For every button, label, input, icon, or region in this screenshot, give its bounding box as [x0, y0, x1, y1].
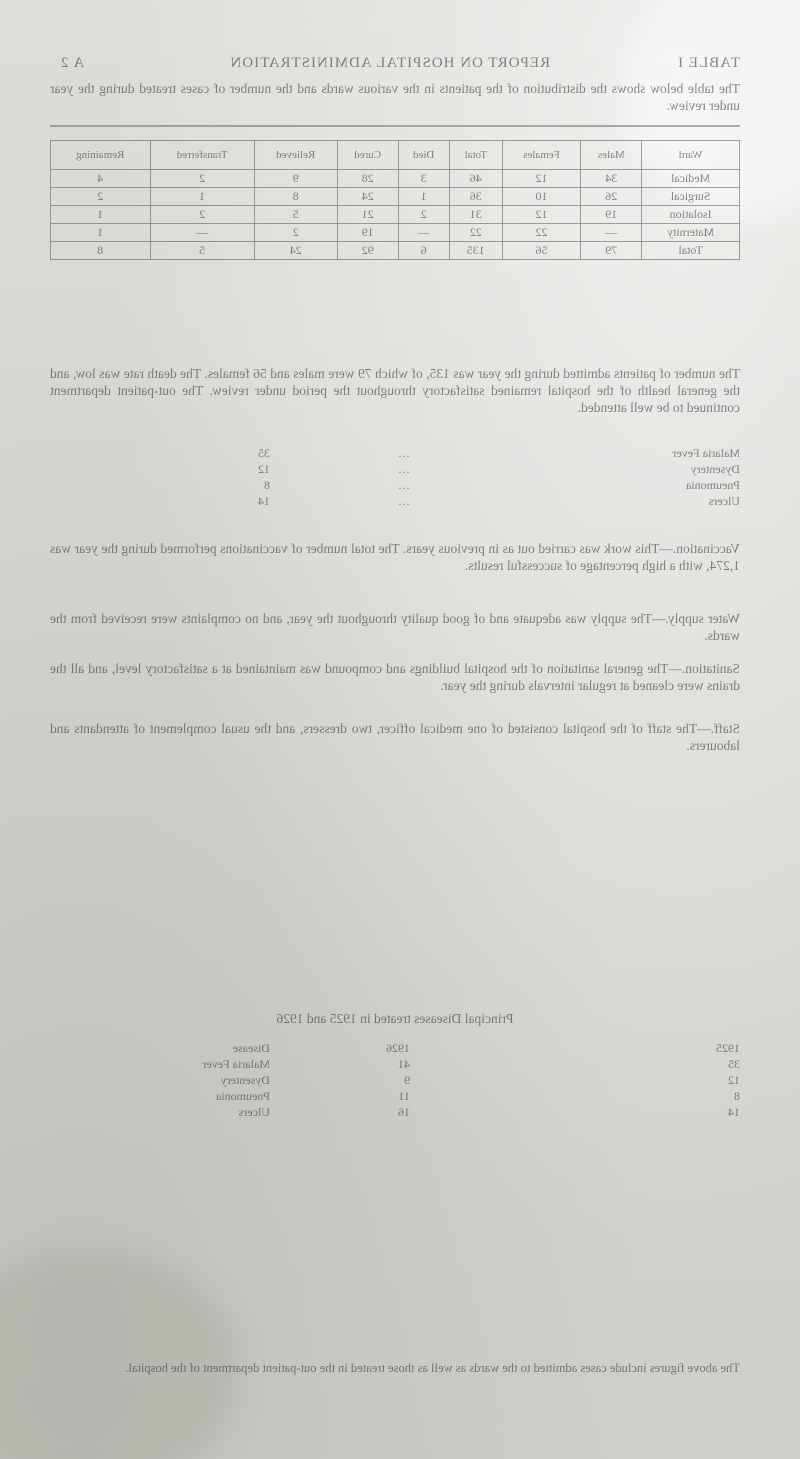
- list-cell: Malaria Fever: [202, 1057, 270, 1071]
- table-cell: 10: [502, 188, 581, 206]
- paragraph-admissions: The number of patients admitted during the year was 135, of which 79 were males and 56 females. The death rate was low, and the general health of the hospital remained satisfactory throughout the period under review. The out-patient department continued to be well attended.: [50, 366, 740, 415]
- list-cell: Malaria Fever: [672, 446, 740, 460]
- list-cell: 16: [398, 1105, 410, 1119]
- list-cell: 1926: [386, 1041, 410, 1055]
- subtable-title: Principal Diseases treated in 1925 and 1926: [276, 1011, 514, 1026]
- list-cell: Dysentery: [220, 1073, 270, 1087]
- table-cell: 1: [150, 188, 254, 206]
- list-item: [50, 461, 740, 477]
- table-cell: —: [398, 224, 449, 242]
- list-cell: …: [398, 446, 410, 460]
- header-left: TABLE I: [677, 55, 740, 71]
- paragraph-staff: Staff.—The staff of the hospital consisted of one medical officer, two dressers, and the usual complement of attendants and labourers.: [50, 721, 740, 753]
- table-cell: Medical: [642, 170, 740, 188]
- list-cell: …: [398, 462, 410, 476]
- list-cell: Ulcers: [708, 494, 740, 508]
- list-cell: 12: [258, 462, 270, 476]
- table-cell: 19: [337, 224, 398, 242]
- table-cell: 5: [150, 242, 254, 260]
- list-cell: 35: [258, 446, 270, 460]
- list-cell: 11: [398, 1089, 410, 1103]
- column-header: Ward: [642, 141, 740, 170]
- footnote: The above figures include cases admitted to the wards as well as those treated in the out-patient department of the hospital.: [125, 1361, 740, 1375]
- table-cell: 92: [337, 242, 398, 260]
- table-cell: 1: [398, 188, 449, 206]
- list-cell: Pneumonia: [686, 478, 740, 492]
- list-item: [50, 1040, 740, 1056]
- paragraph-water: Water supply.—The supply was adequate and of good quality throughout the year, and no complaints were received from the wards.: [50, 611, 740, 643]
- table-cell: 8: [51, 242, 151, 260]
- list-item: [50, 1056, 740, 1072]
- table-header-row: [51, 141, 740, 170]
- table-cell: 5: [254, 206, 337, 224]
- table-cell: 1: [51, 206, 151, 224]
- table-cell: 24: [337, 188, 398, 206]
- list-item: [50, 1104, 740, 1120]
- column-header: Relieved: [254, 141, 337, 170]
- list-item: [50, 493, 740, 509]
- list-cell: 8: [264, 478, 270, 492]
- table-cell: Maternity: [642, 224, 740, 242]
- table-cell: 19: [581, 206, 642, 224]
- table-cell: Surgical: [642, 188, 740, 206]
- list-cell: Disease: [232, 1041, 270, 1055]
- list-item: [50, 1072, 740, 1088]
- header-title: REPORT ON HOSPITAL ADMINISTRATION: [229, 55, 550, 71]
- disease-list: [50, 445, 740, 509]
- column-header: Total: [449, 141, 502, 170]
- table-body: [51, 170, 740, 260]
- table-row: [51, 170, 740, 188]
- table-cell: 28: [337, 170, 398, 188]
- column-header: Remaining: [51, 141, 151, 170]
- table-cell: 21: [337, 206, 398, 224]
- list-cell: Ulcers: [238, 1105, 270, 1119]
- table-cell: 12: [502, 170, 581, 188]
- column-header: Cured: [337, 141, 398, 170]
- table-row: [51, 242, 740, 260]
- column-header: Died: [398, 141, 449, 170]
- table-cell: 2: [254, 224, 337, 242]
- list-cell: Pneumonia: [216, 1089, 270, 1103]
- column-header: Transferred: [150, 141, 254, 170]
- list-item: [50, 477, 740, 493]
- table-cell: —: [150, 224, 254, 242]
- table-row: [51, 224, 740, 242]
- list-cell: …: [398, 478, 410, 492]
- table-cell: 36: [449, 188, 502, 206]
- table-cell: 2: [150, 170, 254, 188]
- table-cell: 31: [449, 206, 502, 224]
- list-cell: …: [398, 494, 410, 508]
- rule: [50, 125, 740, 127]
- list-cell: 35: [728, 1057, 740, 1071]
- list-cell: 14: [728, 1105, 740, 1119]
- table-cell: 1: [51, 224, 151, 242]
- table-cell: 6: [398, 242, 449, 260]
- list-cell: 41: [398, 1057, 410, 1071]
- paragraph-sanitation: Sanitation.—The general sanitation of the hospital buildings and compound was maintained at a satisfactory level, and all the drains were cleaned at regular intervals during the year.: [50, 661, 740, 693]
- table-cell: 8: [254, 188, 337, 206]
- list-cell: 14: [258, 494, 270, 508]
- paragraph-vaccination: Vaccination.—This work was carried out as in previous years. The total number of vaccinations performed during the year was 1,274, with a high percentage of successful results.: [50, 541, 740, 573]
- table-cell: —: [581, 224, 642, 242]
- table-cell: 46: [449, 170, 502, 188]
- table-row: [51, 206, 740, 224]
- table-cell: 4: [51, 170, 151, 188]
- table-cell: 56: [502, 242, 581, 260]
- table-cell: 9: [254, 170, 337, 188]
- header-page-number: A 2: [60, 55, 85, 71]
- table-cell: Total: [642, 242, 740, 260]
- table-cell: 2: [150, 206, 254, 224]
- table-cell: 24: [254, 242, 337, 260]
- table-cell: 22: [502, 224, 581, 242]
- intro-paragraph: The table below shows the distribution of the patients in the various wards and the number of cases treated during the year under review.: [50, 81, 740, 113]
- list-cell: 8: [734, 1089, 740, 1103]
- list-cell: Dysentery: [690, 462, 740, 476]
- list-item: [50, 445, 740, 461]
- disease-comparison-table: [50, 1040, 740, 1120]
- list-cell: 1925: [716, 1041, 740, 1055]
- table-cell: 26: [581, 188, 642, 206]
- column-header: Males: [581, 141, 642, 170]
- table-cell: Isolation: [642, 206, 740, 224]
- table-row: [51, 188, 740, 206]
- table-cell: 34: [581, 170, 642, 188]
- table-cell: 135: [449, 242, 502, 260]
- table-cell: 2: [51, 188, 151, 206]
- table-cell: 79: [581, 242, 642, 260]
- table-cell: 22: [449, 224, 502, 242]
- table-cell: 3: [398, 170, 449, 188]
- column-header: Females: [502, 141, 581, 170]
- ward-table: [50, 140, 740, 260]
- list-cell: 9: [404, 1073, 410, 1087]
- list-cell: 12: [728, 1073, 740, 1087]
- table-cell: 2: [398, 206, 449, 224]
- table-cell: 12: [502, 206, 581, 224]
- list-item: [50, 1088, 740, 1104]
